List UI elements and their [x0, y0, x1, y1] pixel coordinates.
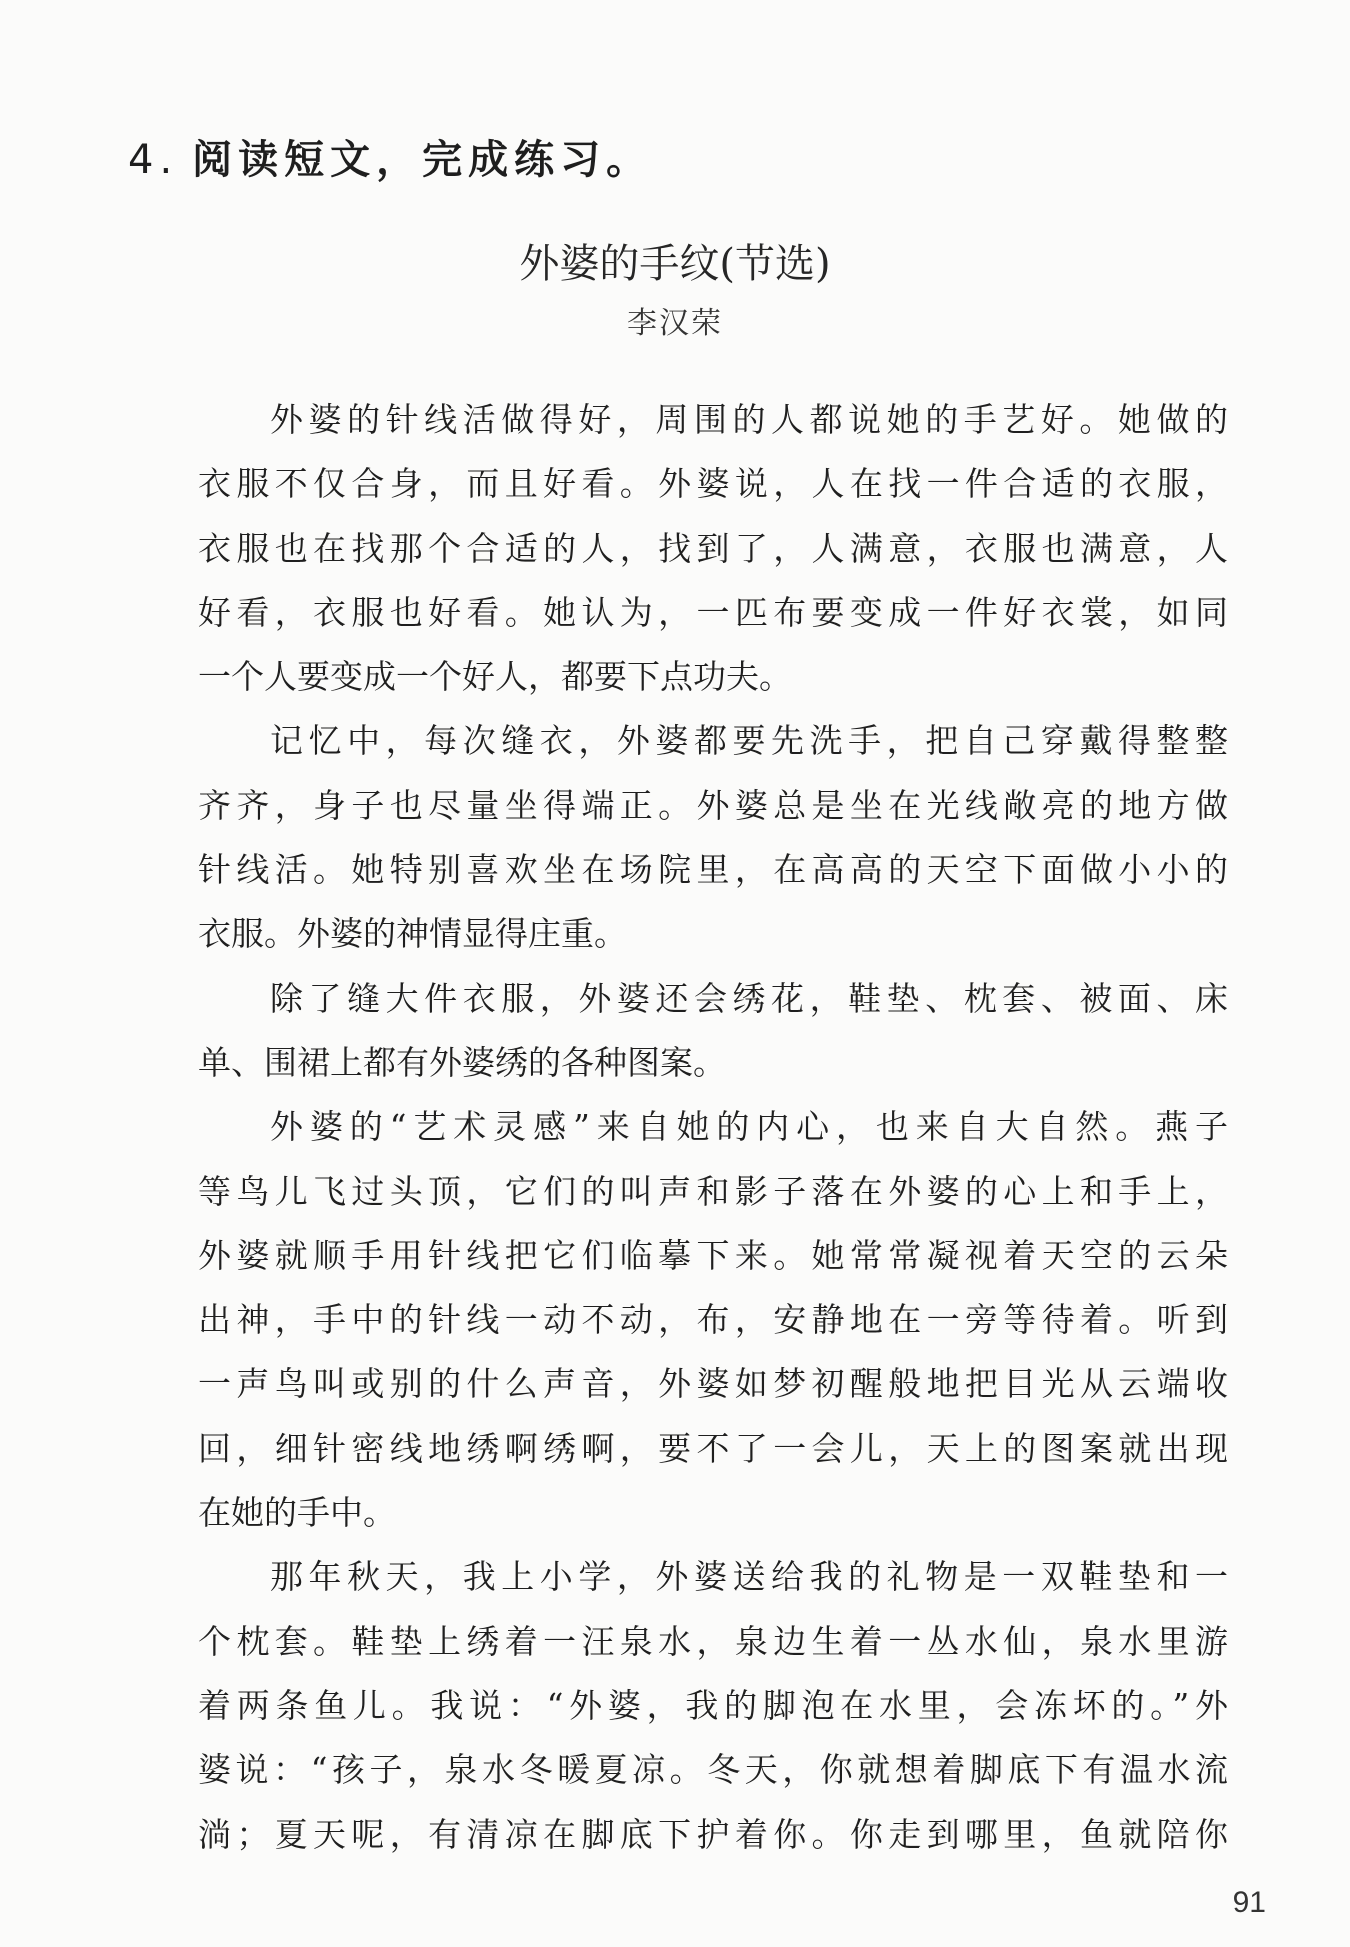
- text-line: 在她的手中。: [198, 1493, 396, 1533]
- text-line: 好看，衣服也好看。她认为，一匹布要变成一件好衣裳，如同: [198, 592, 1228, 632]
- exercise-instruction: 阅读短文，完成练习。: [192, 137, 653, 183]
- text-line: 那年秋天，我上小学，外婆送给我的礼物是一双鞋垫和一: [270, 1557, 1228, 1597]
- text-line: 一声鸟叫或别的什么声音，外婆如梦初醒般地把目光从云端收: [198, 1364, 1228, 1404]
- text-line: 外婆的“艺术灵感”来自她的内心，也来自大自然。燕子: [270, 1107, 1228, 1147]
- text-line: 齐齐，身子也尽量坐得端正。外婆总是坐在光线敞亮的地方做: [198, 785, 1228, 825]
- text-line: 衣服。外婆的神情显得庄重。: [198, 914, 627, 954]
- exercise-heading: [128, 128, 652, 185]
- text-line: 除了缝大件衣服，外婆还会绣花，鞋垫、枕套、被面、床: [270, 978, 1228, 1018]
- text-line: 单、围裙上都有外婆绣的各种图案。: [198, 1042, 726, 1082]
- text-line: 外婆的针线活做得好，周围的人都说她的手艺好。她做的: [270, 400, 1228, 439]
- text-line: 着两条鱼儿。我说：“外婆，我的脚泡在水里，会冻坏的。”外: [198, 1685, 1228, 1725]
- article-title: 外婆的手纹(节选): [519, 241, 831, 287]
- article-body: [198, 388, 1228, 1867]
- exercise-number: 4.: [128, 137, 179, 183]
- text-line: 等鸟儿飞过头顶，它们的叫声和影子落在外婆的心上和手上，: [198, 1171, 1228, 1211]
- text-line: 外婆就顺手用针线把它们临摹下来。她常常凝视着天空的云朵: [198, 1235, 1228, 1275]
- text-line: 一个人要变成一个好人，都要下点功夫。: [198, 657, 792, 697]
- page-number: 91: [1232, 1886, 1266, 1919]
- text-line: 记忆中，每次缝衣，外婆都要先洗手，把自己穿戴得整整: [270, 721, 1228, 761]
- text-line: 针线活。她特别喜欢坐在场院里，在高高的天空下面做小小的: [198, 850, 1228, 890]
- text-line: 回，细针密线地绣啊绣啊，要不了一会儿，天上的图案就出现: [198, 1428, 1228, 1468]
- text-line: 衣服也在找那个合适的人，找到了，人满意，衣服也满意，人: [198, 528, 1228, 568]
- article-author: 李汉荣: [627, 306, 723, 341]
- text-line: 淌；夏天呢，有清凉在脚底下护着你。你走到哪里，鱼就陪你: [198, 1814, 1228, 1854]
- text-line: 婆说：“孩子，泉水冬暖夏凉。冬天，你就想着脚底下有温水流: [198, 1750, 1228, 1790]
- text-line: 个枕套。鞋垫上绣着一汪泉水，泉边生着一丛水仙，泉水里游: [198, 1621, 1228, 1661]
- text-line: 衣服不仅合身，而且好看。外婆说，人在找一件合适的衣服，: [198, 464, 1228, 504]
- text-line: 出神，手中的针线一动不动，布，安静地在一旁等待着。听到: [198, 1300, 1228, 1340]
